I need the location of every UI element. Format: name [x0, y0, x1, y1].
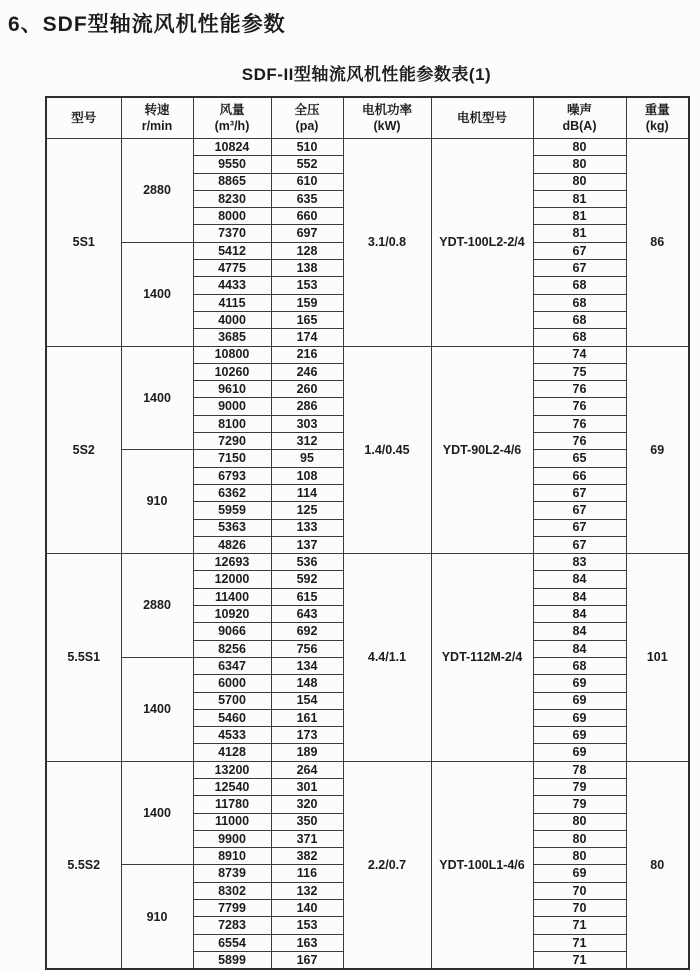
noise-cell: 69 — [533, 727, 626, 744]
pressure-cell: 536 — [271, 554, 343, 571]
airflow-cell: 5959 — [193, 502, 271, 519]
pressure-cell: 153 — [271, 917, 343, 934]
header-line2: (pa) — [295, 119, 319, 133]
airflow-cell: 4115 — [193, 294, 271, 311]
column-header-model — [46, 97, 121, 139]
pressure-cell: 174 — [271, 329, 343, 346]
noise-cell: 71 — [533, 951, 626, 969]
pressure-cell: 159 — [271, 294, 343, 311]
pressure-cell: 125 — [271, 502, 343, 519]
airflow-cell: 4433 — [193, 277, 271, 294]
pressure-cell: 216 — [271, 346, 343, 363]
pressure-cell: 134 — [271, 657, 343, 674]
airflow-cell: 5899 — [193, 951, 271, 969]
noise-cell: 67 — [533, 242, 626, 259]
pressure-cell: 350 — [271, 813, 343, 830]
power-cell: 2.2/0.7 — [343, 761, 431, 969]
airflow-cell: 6554 — [193, 934, 271, 951]
table-row — [46, 761, 689, 778]
pressure-cell: 371 — [271, 830, 343, 847]
model-cell: 5.5S1 — [46, 554, 121, 762]
power-cell: 3.1/0.8 — [343, 139, 431, 347]
column-header-power — [343, 97, 431, 139]
noise-cell: 80 — [533, 813, 626, 830]
column-header-noise — [533, 97, 626, 139]
noise-cell: 84 — [533, 640, 626, 657]
airflow-cell: 5460 — [193, 709, 271, 726]
airflow-cell: 6347 — [193, 657, 271, 674]
airflow-cell: 3685 — [193, 329, 271, 346]
noise-cell: 76 — [533, 381, 626, 398]
table-header — [46, 97, 689, 139]
header-line2: (kW) — [373, 119, 401, 133]
speed-cell: 910 — [121, 865, 193, 969]
pressure-cell: 756 — [271, 640, 343, 657]
pressure-cell: 697 — [271, 225, 343, 242]
pressure-cell: 264 — [271, 761, 343, 778]
airflow-cell: 10800 — [193, 346, 271, 363]
airflow-cell: 8865 — [193, 173, 271, 190]
noise-cell: 80 — [533, 139, 626, 156]
table-subtitle: SDF-II型轴流风机性能参数表(1) — [241, 65, 492, 84]
header-line2: dB(A) — [562, 119, 597, 133]
airflow-cell: 7799 — [193, 900, 271, 917]
header-row — [46, 97, 689, 139]
column-header-weight — [626, 97, 689, 139]
pressure-cell: 161 — [271, 709, 343, 726]
airflow-cell: 12693 — [193, 554, 271, 571]
airflow-cell: 9000 — [193, 398, 271, 415]
airflow-cell: 4775 — [193, 260, 271, 277]
noise-cell: 65 — [533, 450, 626, 467]
pressure-cell: 246 — [271, 363, 343, 380]
pressure-cell: 320 — [271, 796, 343, 813]
noise-cell: 69 — [533, 865, 626, 882]
airflow-cell: 10824 — [193, 139, 271, 156]
pressure-cell: 167 — [271, 951, 343, 969]
header-line1: 转速 — [144, 102, 170, 117]
airflow-cell: 8910 — [193, 848, 271, 865]
noise-cell: 76 — [533, 415, 626, 432]
pressure-cell: 260 — [271, 381, 343, 398]
weight-cell: 86 — [626, 139, 689, 347]
header-line1: 噪声 — [566, 102, 592, 117]
airflow-cell: 10920 — [193, 606, 271, 623]
table-row — [46, 554, 689, 571]
airflow-cell: 8302 — [193, 882, 271, 899]
airflow-cell: 10260 — [193, 363, 271, 380]
noise-cell: 79 — [533, 778, 626, 795]
model-cell: 5S2 — [46, 346, 121, 554]
weight-cell: 69 — [626, 346, 689, 554]
noise-cell: 66 — [533, 467, 626, 484]
airflow-cell: 6793 — [193, 467, 271, 484]
airflow-cell: 9900 — [193, 830, 271, 847]
pressure-cell: 137 — [271, 536, 343, 553]
noise-cell: 70 — [533, 900, 626, 917]
noise-cell: 79 — [533, 796, 626, 813]
pressure-cell: 173 — [271, 727, 343, 744]
header-line2: r/min — [141, 119, 173, 133]
speed-cell: 2880 — [121, 139, 193, 243]
pressure-cell: 114 — [271, 484, 343, 501]
airflow-cell: 12000 — [193, 571, 271, 588]
airflow-cell: 4128 — [193, 744, 271, 761]
pressure-cell: 153 — [271, 277, 343, 294]
pressure-cell: 610 — [271, 173, 343, 190]
noise-cell: 69 — [533, 692, 626, 709]
noise-cell: 68 — [533, 311, 626, 328]
noise-cell: 69 — [533, 744, 626, 761]
pressure-cell: 116 — [271, 865, 343, 882]
pressure-cell: 643 — [271, 606, 343, 623]
weight-cell: 80 — [626, 761, 689, 969]
airflow-cell: 8000 — [193, 208, 271, 225]
column-header-speed — [121, 97, 193, 139]
speed-cell: 1400 — [121, 657, 193, 761]
noise-cell: 70 — [533, 882, 626, 899]
noise-cell: 68 — [533, 277, 626, 294]
header-line1: 全压 — [294, 102, 320, 117]
pressure-cell: 635 — [271, 190, 343, 207]
pressure-cell: 133 — [271, 519, 343, 536]
noise-cell: 84 — [533, 623, 626, 640]
weight-cell: 101 — [626, 554, 689, 762]
noise-cell: 67 — [533, 519, 626, 536]
motor-model-cell: YDT-100L2-2/4 — [431, 139, 533, 347]
speed-cell: 910 — [121, 450, 193, 554]
airflow-cell: 11000 — [193, 813, 271, 830]
noise-cell: 69 — [533, 709, 626, 726]
header-line1: 电机功率 — [361, 102, 412, 117]
model-cell: 5S1 — [46, 139, 121, 347]
airflow-cell: 9610 — [193, 381, 271, 398]
noise-cell: 81 — [533, 225, 626, 242]
noise-cell: 76 — [533, 433, 626, 450]
header-line1: 型号 — [71, 110, 97, 125]
speed-cell: 1400 — [121, 242, 193, 346]
airflow-cell: 13200 — [193, 761, 271, 778]
column-header-motor-model — [431, 97, 533, 139]
pressure-cell: 165 — [271, 311, 343, 328]
pressure-cell: 189 — [271, 744, 343, 761]
noise-cell: 76 — [533, 398, 626, 415]
table-row — [46, 346, 689, 363]
airflow-cell: 12540 — [193, 778, 271, 795]
pressure-cell: 140 — [271, 900, 343, 917]
noise-cell: 81 — [533, 208, 626, 225]
header-line1: 风量 — [219, 102, 245, 117]
noise-cell: 67 — [533, 502, 626, 519]
noise-cell: 80 — [533, 830, 626, 847]
airflow-cell: 7283 — [193, 917, 271, 934]
noise-cell: 67 — [533, 484, 626, 501]
header-line2: (kg) — [645, 119, 669, 133]
header-line1: 重量 — [644, 102, 670, 117]
noise-cell: 83 — [533, 554, 626, 571]
pressure-cell: 510 — [271, 139, 343, 156]
airflow-cell: 11400 — [193, 588, 271, 605]
noise-cell: 84 — [533, 606, 626, 623]
pressure-cell: 692 — [271, 623, 343, 640]
noise-cell: 71 — [533, 917, 626, 934]
motor-model-cell: YDT-100L1-4/6 — [431, 761, 533, 969]
pressure-cell: 552 — [271, 156, 343, 173]
airflow-cell: 8230 — [193, 190, 271, 207]
power-cell: 1.4/0.45 — [343, 346, 431, 554]
airflow-cell: 6362 — [193, 484, 271, 501]
pressure-cell: 148 — [271, 675, 343, 692]
noise-cell: 81 — [533, 190, 626, 207]
noise-cell: 75 — [533, 363, 626, 380]
pressure-cell: 660 — [271, 208, 343, 225]
model-cell: 5.5S2 — [46, 761, 121, 969]
noise-cell: 80 — [533, 173, 626, 190]
pressure-cell: 382 — [271, 848, 343, 865]
pressure-cell: 312 — [271, 433, 343, 450]
airflow-cell: 8739 — [193, 865, 271, 882]
noise-cell: 67 — [533, 260, 626, 277]
pressure-cell: 303 — [271, 415, 343, 432]
airflow-cell: 8256 — [193, 640, 271, 657]
noise-cell: 69 — [533, 675, 626, 692]
airflow-cell: 7370 — [193, 225, 271, 242]
page-title: 6、SDF型轴流风机性能参数 — [8, 13, 286, 36]
table-row — [46, 139, 689, 156]
pressure-cell: 138 — [271, 260, 343, 277]
power-cell: 4.4/1.1 — [343, 554, 431, 762]
motor-model-cell: YDT-112M-2/4 — [431, 554, 533, 762]
airflow-cell: 5700 — [193, 692, 271, 709]
pressure-cell: 154 — [271, 692, 343, 709]
noise-cell: 74 — [533, 346, 626, 363]
motor-model-cell: YDT-90L2-4/6 — [431, 346, 533, 554]
pressure-cell: 95 — [271, 450, 343, 467]
column-header-airflow — [193, 97, 271, 139]
airflow-cell: 9066 — [193, 623, 271, 640]
pressure-cell: 615 — [271, 588, 343, 605]
pressure-cell: 132 — [271, 882, 343, 899]
pressure-cell: 301 — [271, 778, 343, 795]
airflow-cell: 11780 — [193, 796, 271, 813]
airflow-cell: 4000 — [193, 311, 271, 328]
noise-cell: 68 — [533, 294, 626, 311]
pressure-cell: 108 — [271, 467, 343, 484]
noise-cell: 68 — [533, 329, 626, 346]
speed-cell: 1400 — [121, 346, 193, 450]
table-body — [46, 139, 689, 970]
airflow-cell: 5412 — [193, 242, 271, 259]
airflow-cell: 7290 — [193, 433, 271, 450]
airflow-cell: 6000 — [193, 675, 271, 692]
header-line2: (m³/h) — [214, 119, 250, 133]
fan-performance-table — [45, 96, 690, 970]
noise-cell: 80 — [533, 156, 626, 173]
noise-cell: 84 — [533, 588, 626, 605]
pressure-cell: 592 — [271, 571, 343, 588]
header-line1: 电机型号 — [456, 110, 507, 125]
noise-cell: 67 — [533, 536, 626, 553]
noise-cell: 71 — [533, 934, 626, 951]
noise-cell: 68 — [533, 657, 626, 674]
airflow-cell: 4533 — [193, 727, 271, 744]
pressure-cell: 286 — [271, 398, 343, 415]
airflow-cell: 7150 — [193, 450, 271, 467]
noise-cell: 78 — [533, 761, 626, 778]
pressure-cell: 128 — [271, 242, 343, 259]
pressure-cell: 163 — [271, 934, 343, 951]
airflow-cell: 5363 — [193, 519, 271, 536]
column-header-pressure — [271, 97, 343, 139]
noise-cell: 84 — [533, 571, 626, 588]
airflow-cell: 4826 — [193, 536, 271, 553]
airflow-cell: 8100 — [193, 415, 271, 432]
noise-cell: 80 — [533, 848, 626, 865]
speed-cell: 1400 — [121, 761, 193, 865]
airflow-cell: 9550 — [193, 156, 271, 173]
speed-cell: 2880 — [121, 554, 193, 658]
